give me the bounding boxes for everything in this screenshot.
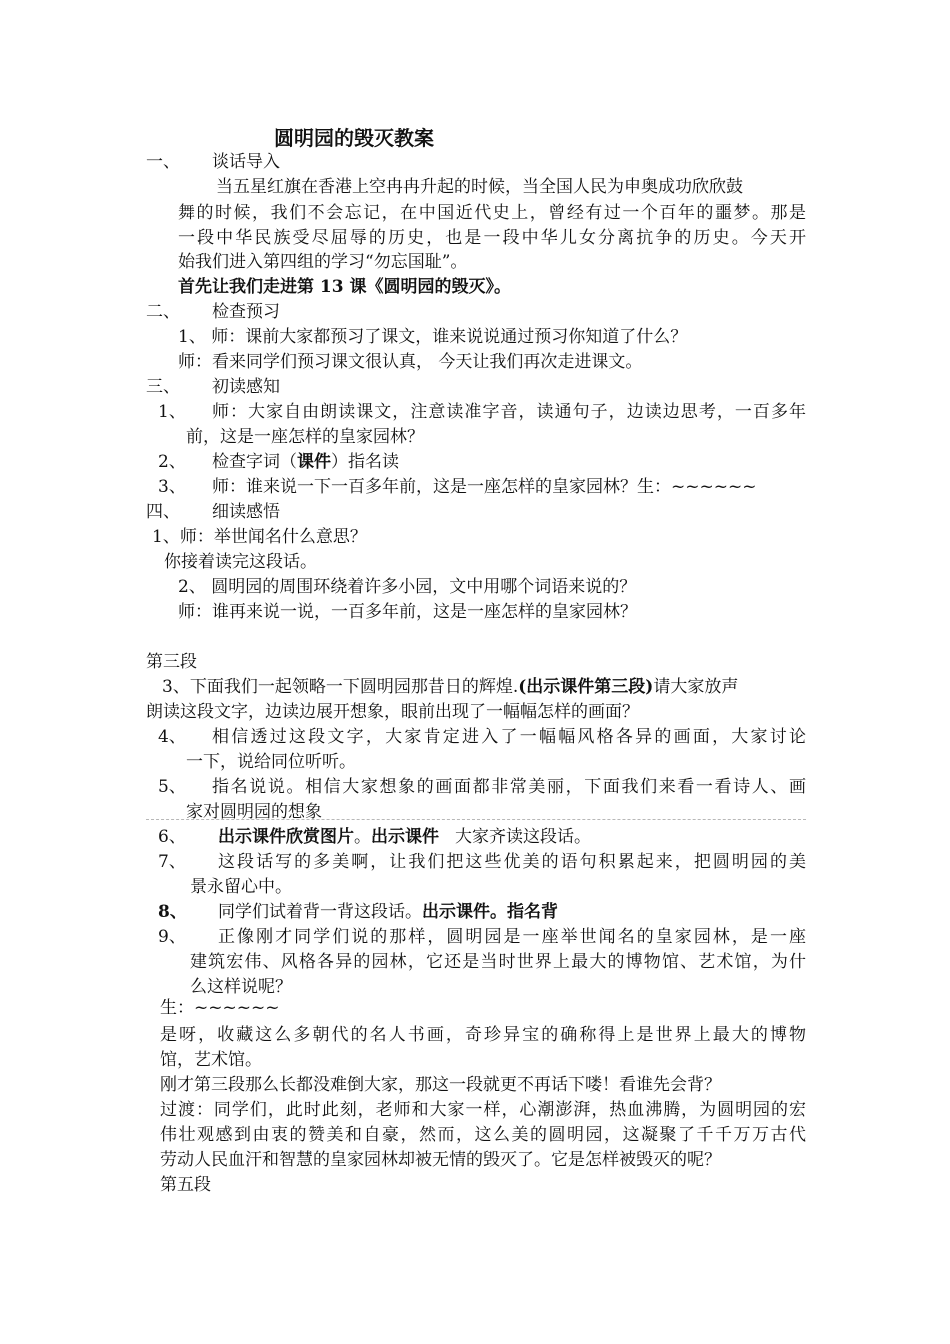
detail-line-2: 你接着读完这段话。 <box>164 552 317 572</box>
item-8-line <box>218 900 558 924</box>
part3-item-3-line-1 <box>162 675 738 699</box>
item-9-line-1: 正像刚才同学们说的那样，圆明园是一座举世闻名的皇家园林，是一座 <box>218 927 806 947</box>
item-number: 7、 <box>158 852 186 872</box>
section-2-number: 二、 <box>146 302 180 322</box>
part-3-label: 第三段 <box>146 652 197 672</box>
response-line-2: 馆，艺术馆。 <box>160 1050 262 1070</box>
item-number: 6、 <box>158 827 186 847</box>
detail-line-4: 师：谁再来说一说，一百多年前，这是一座怎样的皇家园林？ <box>178 602 637 622</box>
item-number: 9、 <box>158 927 186 947</box>
item-7-line-1: 这段话写的多美啊，让我们把这些优美的语句积累起来，把圆明园的美 <box>218 852 806 872</box>
first-read-line-2: 前，这是一座怎样的皇家园林？ <box>186 427 424 447</box>
section-3-heading: 初读感知 <box>212 377 280 397</box>
transition-line-2: 伟壮观感到由衷的赞美和自豪，然而，这么美的圆明园，这凝聚了千千万万古代 <box>160 1125 806 1145</box>
item-number: 3、 <box>158 477 186 497</box>
show-courseware-recite: 出示课件。指名背 <box>422 902 558 922</box>
transition-line-1: 过渡：同学们，此时此刻，老师和大家一样，心潮澎湃，热血沸腾，为圆明园的宏 <box>160 1100 806 1120</box>
detail-line-3: 2、 圆明园的周围环绕着许多小园，文中用哪个词语来说的？ <box>178 577 637 597</box>
section-4-heading: 细读感悟 <box>212 502 280 522</box>
item-9-line-3: 么这样说呢？ <box>190 977 292 997</box>
item-number: 8、 <box>158 902 187 922</box>
intro-line-1: 当五星红旗在香港上空冉冉升起的时候，当全国人民为申奥成功欣欣鼓 <box>216 177 743 197</box>
response-line-3: 刚才第三段那么长都没难倒大家，那这一段就更不再话下喽！看谁先会背？ <box>160 1075 721 1095</box>
check-words-tail: ）指名读 <box>331 452 399 472</box>
section-3-number: 三、 <box>146 377 180 397</box>
section-2-heading: 检查预习 <box>212 302 280 322</box>
check-words-line <box>212 450 399 474</box>
response-line-1: 是呀，收藏这么多朝代的名人书画，奇珍异宝的确称得上是世界上最大的博物 <box>160 1025 806 1045</box>
item-7-line-2: 景永留心中。 <box>190 877 292 897</box>
item-5-line-2: 家对圆明园的想象 <box>186 802 322 822</box>
part3-item-3-text: 3、下面我们一起领略一下圆明园那昔日的辉煌. <box>162 677 519 697</box>
item-number: 5、 <box>158 777 186 797</box>
item-number: 2、 <box>158 452 186 472</box>
item-number: 4、 <box>158 727 186 747</box>
item-4-line-2: 一下，说给同位听听。 <box>186 752 356 772</box>
item-5-line-1: 指名说说。相信大家想象的画面都非常美丽，下面我们来看一看诗人、画 <box>212 777 806 797</box>
intro-line-3: 一段中华民族受尽屈辱的历史，也是一段中华儿女分离抗争的历史。今天开 <box>178 228 806 248</box>
item-number: 1、 <box>158 402 186 422</box>
part3-item-3-line-2: 朗读这段文字，边读边展开想象，眼前出现了一幅幅怎样的画面？ <box>146 702 639 722</box>
courseware-label: 课件 <box>297 452 331 472</box>
section-break-line <box>146 819 806 820</box>
check-words-text: 检查字词（ <box>212 452 297 472</box>
teacher-question-line: 师：谁来说一下一百多年前，这是一座怎样的皇家园林？生：~~~~~~ <box>212 477 757 497</box>
item-6-line <box>218 825 591 849</box>
section-1-heading: 谈话导入 <box>212 152 280 172</box>
section-4-number: 四、 <box>146 502 180 522</box>
first-read-line-1: 师：大家自由朗读课文，注意读准字音，读通句子，边读边思考，一百多年 <box>212 402 806 422</box>
transition-line-3: 劳动人民血汗和智慧的皇家园林却被无情的毁灭了。它是怎样被毁灭的呢？ <box>160 1150 721 1170</box>
preview-line-1: 1、 师：课前大家都预习了课文，谁来说说通过预习你知道了什么？ <box>178 327 688 347</box>
student-answer: 生：~~~~~~ <box>160 998 280 1018</box>
preview-line-2: 师：看来同学们预习课文很认真， 今天让我们再次走进课文。 <box>178 352 643 372</box>
intro-line-5: 首先让我们走进第 13 课《圆明园的毁灭》。 <box>178 277 511 297</box>
part3-item-3-tail: 请大家放声 <box>653 677 739 697</box>
show-courseware-images: 出示课件欣赏图片 <box>218 827 354 847</box>
part-5-label: 第五段 <box>160 1175 211 1195</box>
item-9-line-2: 建筑宏伟、风格各异的园林，它还是当时世界上最大的博物馆、艺术馆，为什 <box>190 952 806 972</box>
detail-line-1: 1、师：举世闻名什么意思？ <box>152 527 367 547</box>
section-1-number: 一、 <box>146 152 180 172</box>
intro-line-2: 舞的时候，我们不会忘记，在中国近代史上，曾经有过一个百年的噩梦。那是 <box>178 203 806 223</box>
item-6-sep: 。 <box>354 827 371 847</box>
doc-title: 圆明园的毁灭教案 <box>274 126 434 150</box>
item-6-text: 大家齐读这段话。 <box>455 827 591 847</box>
item-4-line-1: 相信透过这段文字，大家肯定进入了一幅幅风格各异的画面，大家讨论 <box>212 727 806 747</box>
show-courseware-part3: (出示课件第三段) <box>518 677 654 697</box>
item-8-text: 同学们试着背一背这段话。 <box>218 902 422 922</box>
intro-line-4: 始我们进入第四组的学习“勿忘国耻”。 <box>178 252 468 272</box>
show-courseware: 出示课件 <box>371 827 439 847</box>
